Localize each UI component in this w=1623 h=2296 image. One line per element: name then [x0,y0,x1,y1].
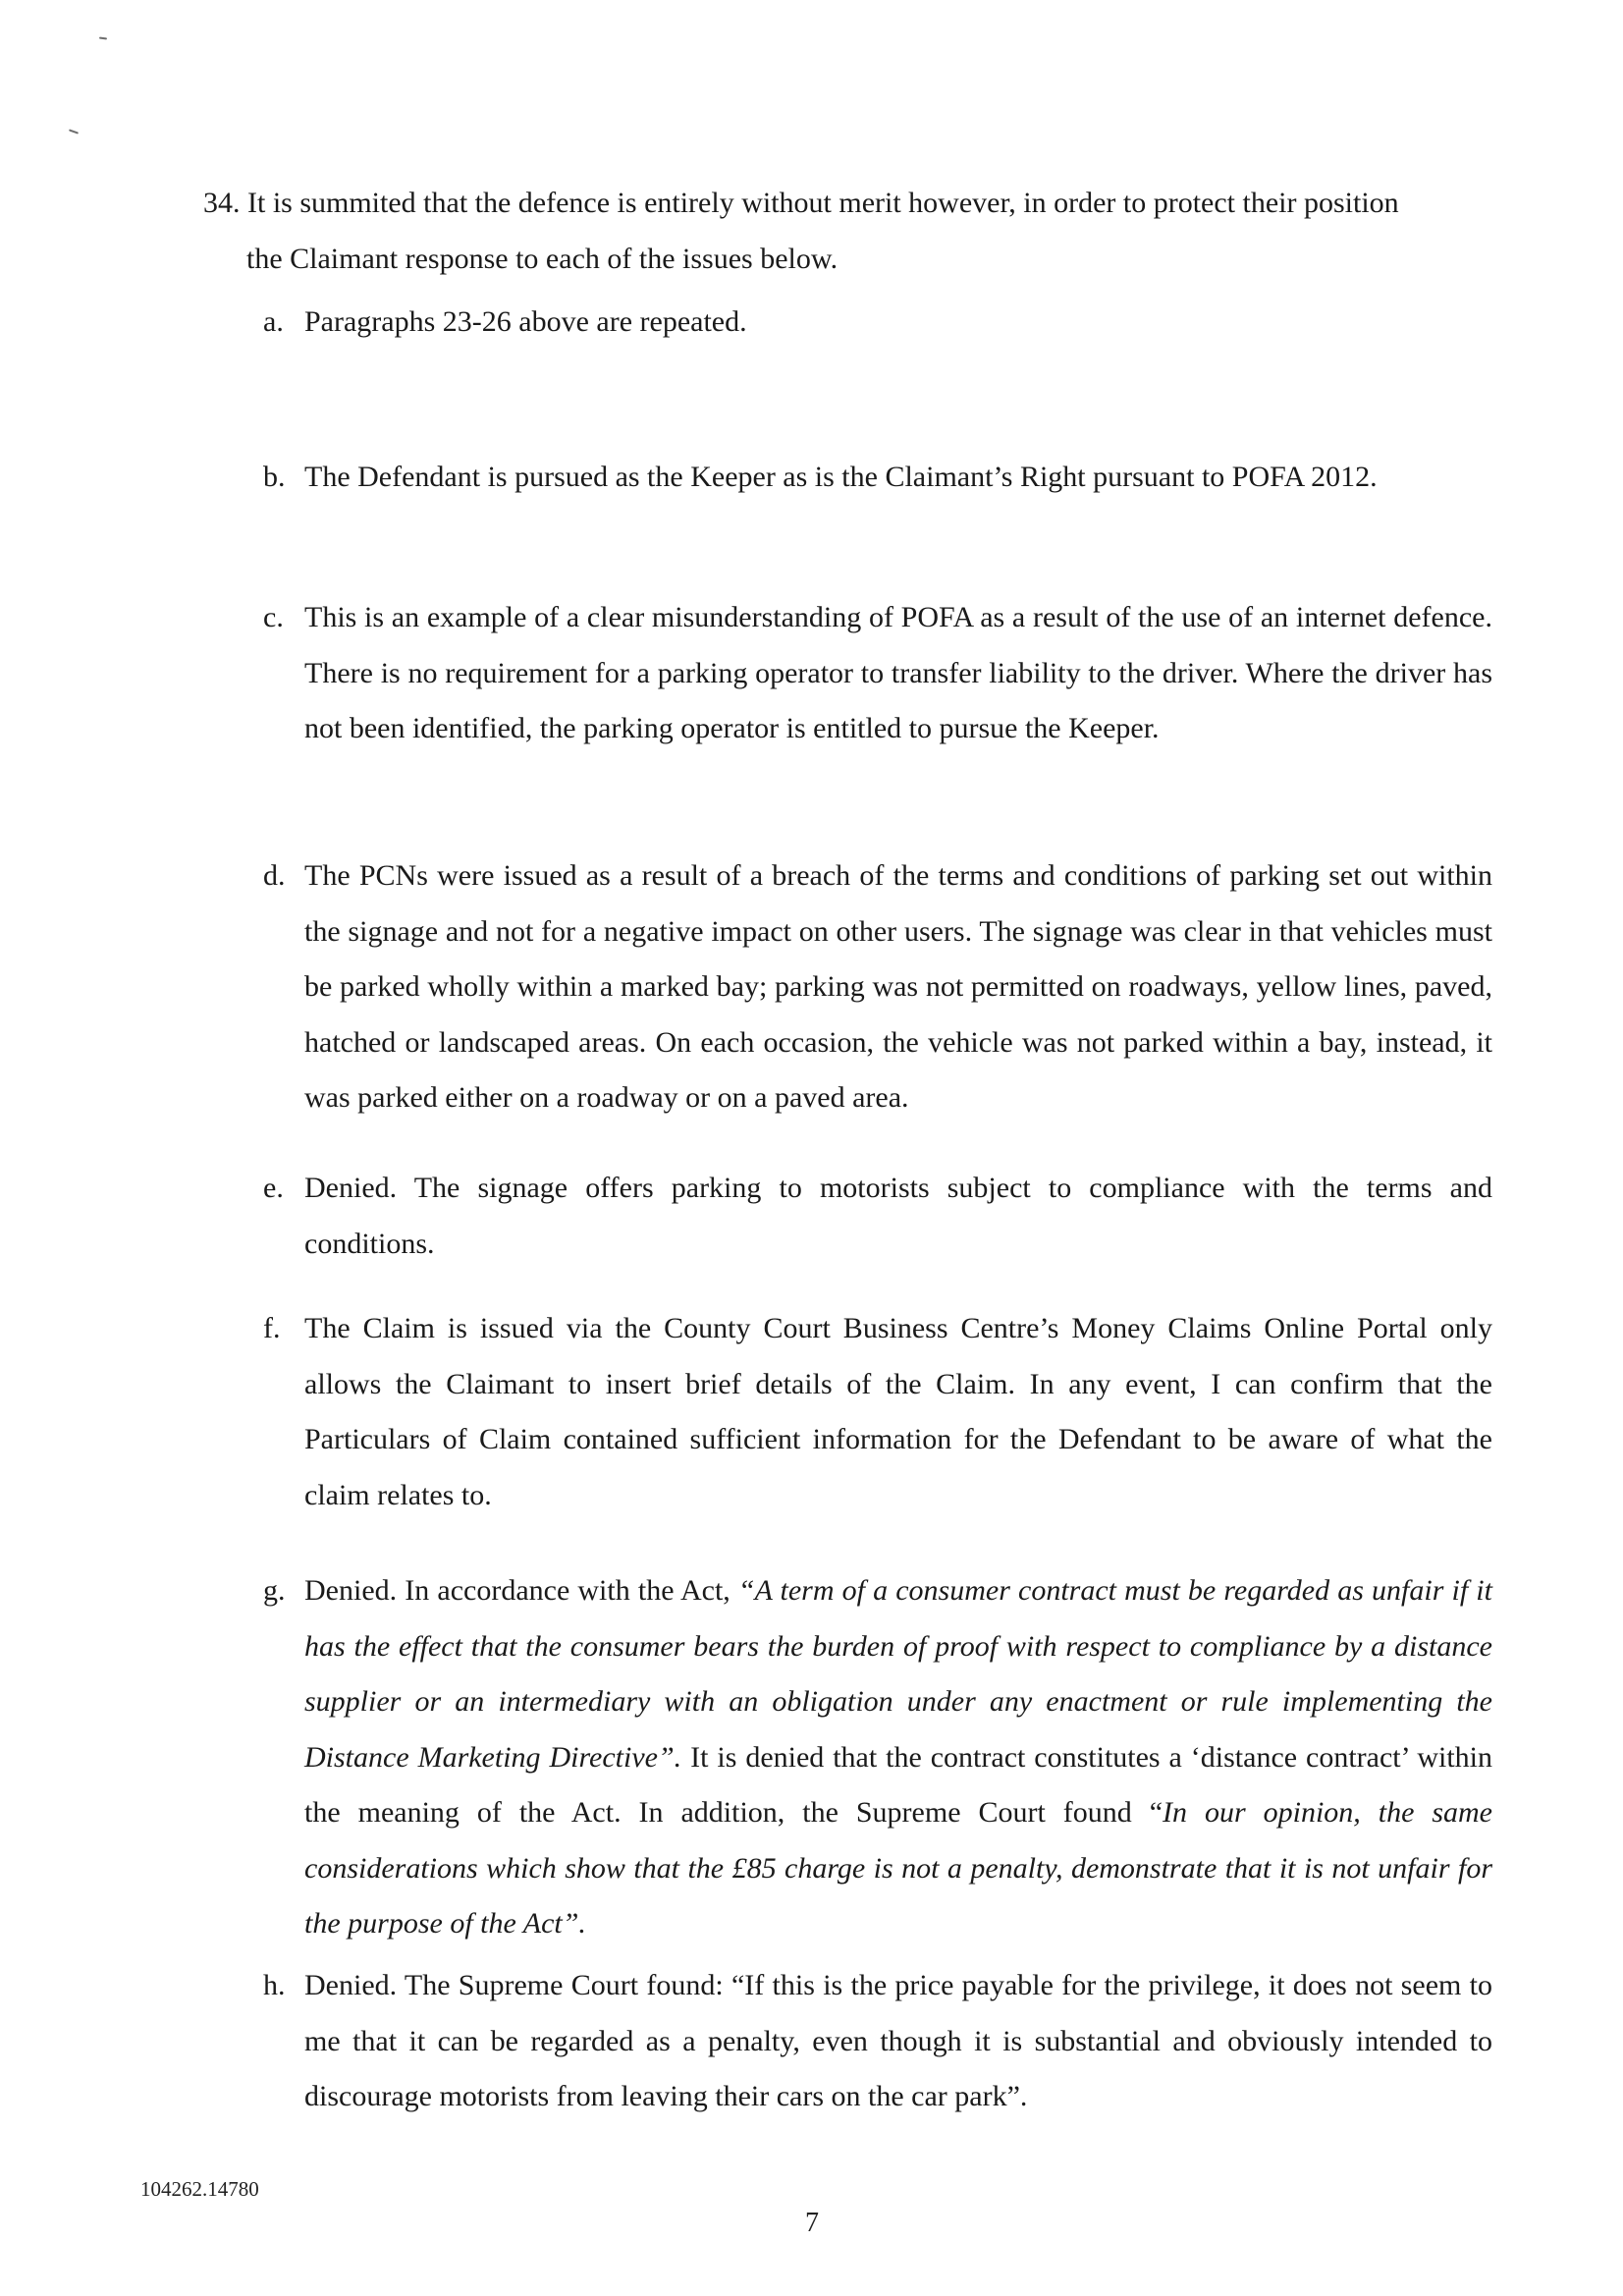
sub-item-a [263,295,1492,351]
sub-item-e [263,1161,1492,1272]
item-text [304,848,1492,1126]
item-marker: b. [263,461,286,493]
item-text [304,295,1492,351]
page-number: 7 [805,2208,819,2238]
text-segment: This is an example of a clear misunderstanding of POFA as a result of the use of an internet defence. There is no requirement for a parking operator to transfer liability to the driver. Where the driver has not been identified, the parking operator is entitled to pursue the Keeper. [304,601,1492,744]
paragraph-34-text-1: It is summited that the defence is entirely without merit however, in order to protect their position [247,187,1399,219]
text-segment: Denied. The Supreme Court found: “If this is the price payable for the privilege, it does not seem to me that it can be regarded as a penalty, even though it is substantial and obviously intended to discourage motorists from leaving their cars on the car park”. [304,1969,1492,2112]
item-marker: g. [263,1574,286,1607]
item-text [304,1958,1492,2125]
item-text [304,1161,1492,1272]
text-segment: It is denied that the contract constitutes a ‘distance contract’ within the meaning of the Act. In addition, the Supreme Court found “ [304,1740,1492,1829]
item-marker: d. [263,859,286,892]
item-text [304,590,1492,757]
item-text [304,1301,1492,1523]
item-text [304,1563,1492,1952]
scan-artifact [99,36,107,39]
item-marker: a. [263,305,284,338]
text-segment: Denied. The signage offers parking to motorists subject to compliance with the terms and conditions. [304,1172,1492,1260]
paragraph-34 [203,175,1489,287]
item-marker: c. [263,601,284,633]
item-marker: h. [263,1969,286,2001]
text-segment: Paragraphs 23-26 above are repeated. [304,305,747,338]
scan-artifact [69,129,79,134]
quoted-text: In our opinion, the same considerations which show that the £85 charge is not a penalty, demonstrate that it is not unfair for the purpose of the Act”. [304,1796,1493,1940]
sub-item-c [263,590,1492,757]
text-segment: Denied. In accordance with the Act, [304,1574,738,1607]
item-text [304,450,1492,506]
text-segment: The Defendant is pursued as the Keeper as is the Claimant’s Right pursuant to POFA 2012. [304,461,1378,493]
sub-item-b [263,450,1492,506]
document-reference: 104262.14780 [140,2177,259,2201]
paragraph-number: 34. [203,187,241,219]
sub-item-g [263,1563,1493,1952]
sub-item-f [263,1301,1492,1523]
text-segment: The PCNs were issued as a result of a breach of the terms and conditions of parking set out within the signage and not for a negative impact on other users. The signage was clear in that vehicles must be parked wholly within a marked bay; parking was not permitted on roadways, yellow lines, paved, hatched or landscaped areas. On each occasion, the vehicle was not parked within a bay, instead, it was parked either on a roadway or on a paved area. [304,859,1492,1114]
quoted-text: “A term of a consumer contract must be regarded as unfair if it has the effect that the consumer bears the burden of proof with respect to compliance by a distance supplier or an intermediary with an obligation under any enactment or rule implementing the Distance Marketing Directive”. [304,1574,1492,1774]
paragraph-34-line-1 [203,175,1489,231]
sub-item-d [263,848,1492,1126]
item-marker: f. [263,1312,281,1344]
item-marker: e. [263,1172,284,1204]
paragraph-34-line-2: the Claimant response to each of the issues below. [246,243,839,275]
text-segment: The Claim is issued via the County Court Business Centre’s Money Claims Online Portal only allows the Claimant to insert brief details of the Claim. In any event, I can confirm that the Particulars of Claim contained sufficient information for the Defendant to be aware of what the claim relates to. [304,1312,1492,1511]
sub-item-h [263,1958,1492,2125]
